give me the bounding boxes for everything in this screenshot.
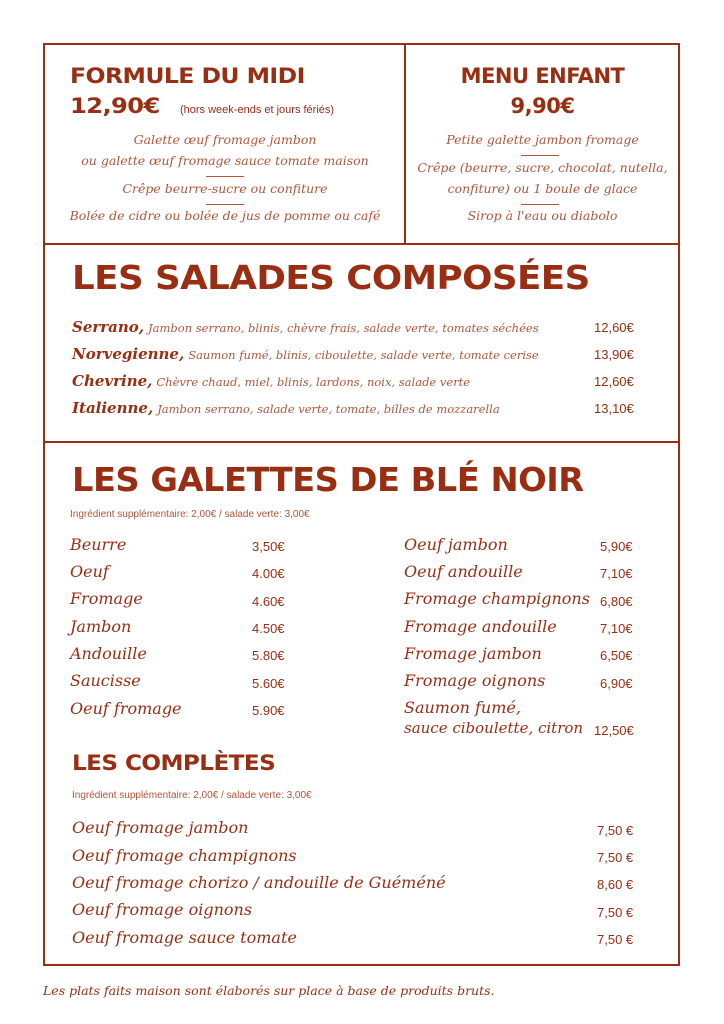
galette-name: Saucisse — [70, 671, 141, 690]
galette-price: 5.80€ — [252, 648, 285, 663]
salade-desc: Chèvre chaud, miel, blinis, lardons, noix, salade verte — [156, 375, 471, 389]
galette-price: 12,50€ — [594, 723, 634, 738]
galette-name: Fromage jambon — [404, 644, 542, 663]
complete-price: 7,50 € — [597, 905, 634, 920]
divider — [45, 441, 678, 443]
complete-name: Oeuf fromage champignons — [72, 846, 297, 865]
galette-price: 6,90€ — [600, 676, 633, 691]
salade-item — [72, 399, 500, 418]
complete-price: 7,50 € — [597, 823, 634, 838]
galette-name: Fromage champignons — [404, 589, 590, 608]
galette-price: 5.60€ — [252, 676, 285, 691]
galette-name: Jambon — [70, 617, 132, 636]
complete-name: Oeuf fromage oignons — [72, 900, 253, 919]
formule-line: Crêpe beurre-sucre ou confiture — [122, 181, 328, 196]
galette-price: 6,80€ — [600, 594, 633, 609]
divider — [45, 243, 678, 245]
galette-price: 5.90€ — [252, 703, 285, 718]
separator — [206, 176, 244, 177]
salade-item — [72, 345, 539, 364]
galette-price: 7,10€ — [600, 566, 633, 581]
salade-item — [72, 372, 470, 391]
complete-price: 7,50 € — [597, 932, 634, 947]
enfant-line: Petite galette jambon fromage — [446, 132, 639, 147]
complete-price: 7,50 € — [597, 850, 634, 865]
completes-title: LES COMPLÈTES — [72, 751, 276, 775]
galette-name: Oeuf andouille — [404, 562, 523, 581]
formule-note: (hors week-ends et jours fériés) — [180, 104, 335, 116]
galette-name: Fromage — [70, 589, 143, 608]
salade-name: Chevrine, — [72, 372, 153, 390]
galette-name-cont: sauce ciboulette, citron — [404, 719, 584, 737]
galette-name: Oeuf jambon — [404, 535, 508, 554]
galette-price: 4.50€ — [252, 621, 285, 636]
completes-note: Ingrédient supplémentaire: 2,00€ / salade verte: 3,00€ — [72, 790, 312, 801]
galette-name: Saumon fumé, — [404, 698, 521, 717]
galette-name: Oeuf fromage — [70, 699, 182, 718]
enfant-title: MENU ENFANT — [460, 64, 625, 88]
enfant-line: Crêpe (beurre, sucre, chocolat, nutella, — [417, 160, 668, 175]
galettes-title: LES GALETTES DE BLÉ NOIR — [72, 460, 584, 499]
galette-name: Oeuf — [70, 562, 109, 581]
salade-price: 13,10€ — [594, 401, 634, 416]
salade-price: 12,60€ — [594, 320, 634, 335]
formule-line: Galette œuf fromage jambon — [133, 132, 317, 147]
formule-title: FORMULE DU MIDI — [70, 64, 305, 88]
complete-name: Oeuf fromage chorizo / andouille de Guéméné — [72, 873, 446, 892]
separator — [206, 204, 244, 205]
galette-name: Beurre — [70, 535, 127, 554]
galette-price: 6,50€ — [600, 648, 633, 663]
galette-name: Fromage andouille — [404, 617, 557, 636]
galette-price: 4.00€ — [252, 566, 285, 581]
separator — [521, 155, 559, 156]
galettes-note: Ingrédient supplémentaire: 2,00€ / salade verte: 3,00€ — [70, 509, 310, 520]
galette-price: 3,50€ — [252, 539, 285, 554]
galette-price: 5,90€ — [600, 539, 633, 554]
enfant-line: Sirop à l'eau ou diabolo — [467, 208, 618, 223]
separator — [521, 204, 559, 205]
salade-name: Italienne, — [72, 399, 154, 417]
salade-name: Norvegienne, — [72, 345, 185, 363]
galette-price: 4.60€ — [252, 594, 285, 609]
formule-line: Bolée de cidre ou bolée de jus de pomme ou café — [69, 208, 381, 223]
salade-desc: Saumon fumé, blinis, ciboulette, salade verte, tomate cerise — [188, 348, 539, 362]
complete-name: Oeuf fromage jambon — [72, 818, 249, 837]
salade-price: 13,90€ — [594, 347, 634, 362]
complete-name: Oeuf fromage sauce tomate — [72, 928, 297, 947]
galette-name: Andouille — [70, 644, 147, 663]
salade-name: Serrano, — [72, 318, 145, 336]
galette-name: Fromage oignons — [404, 671, 546, 690]
formule-line: ou galette œuf fromage sauce tomate maison — [81, 153, 369, 168]
salade-item — [72, 318, 539, 337]
salade-price: 12,60€ — [594, 374, 634, 389]
formule-price: 12,90€ — [70, 94, 160, 118]
galette-price: 7,10€ — [600, 621, 633, 636]
salades-title: LES SALADES COMPOSÉES — [72, 258, 590, 297]
footer-note: Les plats faits maison sont élaborés sur place à base de produits bruts. — [43, 983, 495, 998]
salade-desc: Jambon serrano, blinis, chèvre frais, salade verte, tomates séchées — [148, 321, 539, 335]
enfant-line: confiture) ou 1 boule de glace — [447, 181, 638, 196]
salade-desc: Jambon serrano, salade verte, tomate, billes de mozzarella — [157, 402, 500, 416]
enfant-price: 9,90€ — [510, 94, 575, 118]
complete-price: 8,60 € — [597, 877, 634, 892]
